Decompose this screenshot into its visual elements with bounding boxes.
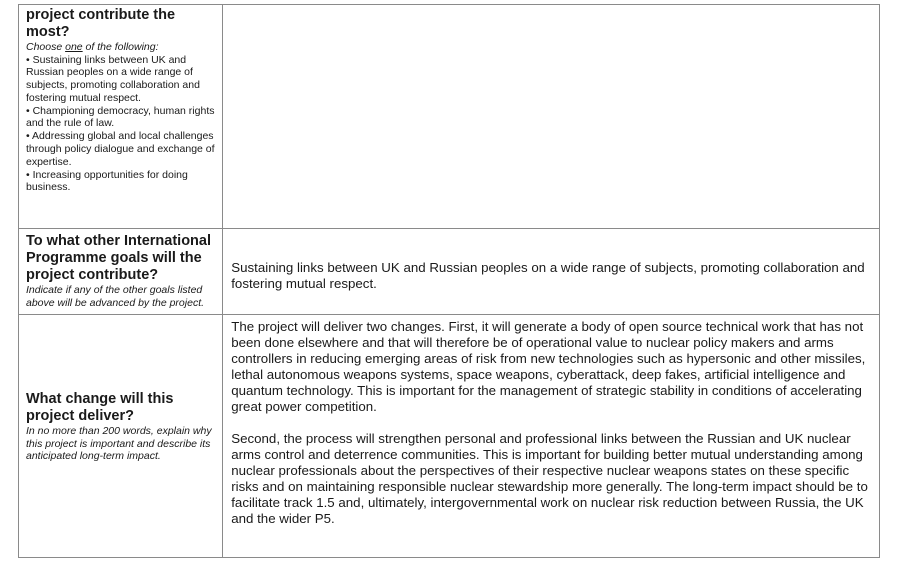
answer-cell: [223, 5, 880, 229]
table-row: [19, 315, 880, 558]
goal-bullet: • Championing democracy, human rights and the rule of law.: [26, 104, 215, 130]
answer-paragraph: The project will deliver two changes. First, it will generate a body of open source technical work that has not been done elsewhere and that will therefore be of operational value to nuclear policy makers and arms controllers in reducing emerging areas of risk from new technologies such as hypersonic and other missiles, lethal autonomous weapons systems, space weapons, cyberattack, deep fakes, artificial intelligence and quantum technology. This is important for the management of strategic stability in conditions of accelerating great power competition.: [231, 319, 866, 414]
question-title: To what other International Programme goals will the project contribute?: [26, 233, 212, 283]
goal-bullet: • Sustaining links between UK and Russian peoples on a wide range of subjects, promoting collaboration and fostering mutual respect.: [26, 53, 200, 104]
answer-cell: [223, 315, 880, 558]
form-table: [18, 4, 880, 558]
question-instruction: Choose one of the following:: [26, 41, 159, 53]
answer-paragraph: Second, the process will strengthen personal and professional links between the Russian and UK nuclear arms control and deterrence communities. This is important for building better mutual understanding among nuclear professionals about the perspectives of their respective nuclear weapons states on these specific risks and on maintaining responsible nuclear stewardship more generally. The long-term impact should be to facilitate track 1.5 and, ultimately, intergovernmental work on nuclear risk reduction between Russia, the UK and the wider P5.: [231, 431, 868, 526]
answer-text: Sustaining links between UK and Russian peoples on a wide range of subjects, promoting collaboration and fostering mutual respect.: [231, 260, 865, 291]
answer-cell: [223, 229, 880, 315]
goal-bullet: • Addressing global and local challenges through policy dialogue and exchange of expertise.: [26, 130, 215, 168]
question-instruction: In no more than 200 words, explain why this project is important and describe its anticipated long-term impact.: [26, 425, 212, 462]
table-row: [19, 229, 880, 315]
question-cell: [19, 315, 223, 558]
question-title: What change will this project deliver?: [26, 391, 174, 424]
question-cell: [19, 5, 223, 229]
goal-bullet: • Increasing opportunities for doing business.: [26, 168, 188, 194]
table-row: [19, 5, 880, 229]
underlined-word: one: [65, 41, 83, 53]
question-title: project contribute the most?: [26, 7, 176, 40]
question-cell: [19, 229, 223, 315]
question-instruction: Indicate if any of the other goals listed above will be advanced by the project.: [26, 284, 205, 309]
